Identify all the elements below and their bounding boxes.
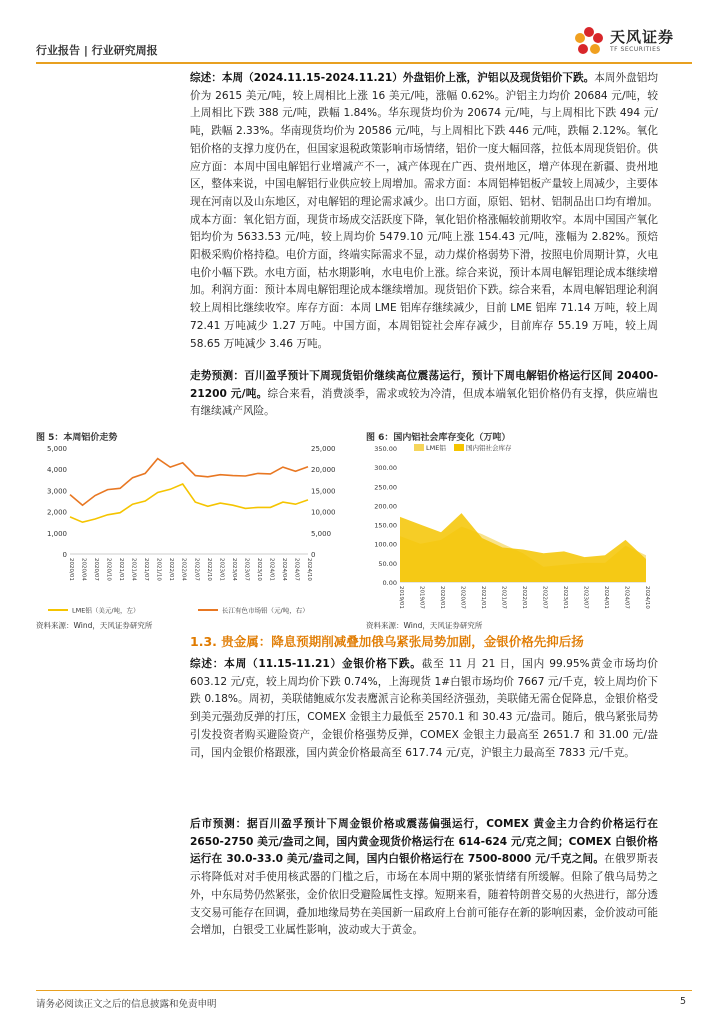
fig5-title: 图 5：本周铝价走势 xyxy=(36,433,118,443)
y-left-tick-label: 0 xyxy=(62,551,67,559)
legend-label-1: LME铝（美元/吨，左） xyxy=(72,606,140,615)
x-tick-label: 2022/07 xyxy=(193,558,200,581)
x-tick-label: 2024/07 xyxy=(623,586,630,609)
series-area-2 xyxy=(400,513,646,582)
y-tick-label: 300.00 xyxy=(374,464,397,473)
x-tick-label: 2021/10 xyxy=(155,558,162,581)
x-tick-label: 2020/10 xyxy=(105,558,112,581)
fig6-title: 图 6：国内铝社会库存变化（万吨） xyxy=(366,433,511,443)
y-right-tick-label: 25,000 xyxy=(311,445,336,453)
x-tick-label: 2020/07 xyxy=(459,586,466,609)
x-tick-label: 2021/07 xyxy=(500,586,507,609)
logo-subtext: TF SECURITIES xyxy=(610,46,661,53)
aluminum-trend-body: 综合来看，消费淡季，需求或较为冷清，但成本端氧化铝价格仍有支撑，供应端也有继续减产风险。 xyxy=(190,387,658,418)
x-tick-label: 2022/10 xyxy=(205,558,212,581)
aluminum-summary xyxy=(190,70,658,353)
aluminum-trend-label: 走势预测：百川盈孚预计下周现货铝价继续高位震荡运行，预计下周电解铝价格运行区间 20400-21200 元/吨。 xyxy=(190,370,658,400)
x-tick-label: 2020/01 xyxy=(68,558,74,581)
y-tick-label: 0.00 xyxy=(382,579,397,587)
x-tick-label: 2020/01 xyxy=(439,586,445,609)
x-tick-label: 2021/07 xyxy=(143,558,150,581)
precious-summary-body: 截至 11 月 21 日，国内 99.95%黄金市场均价 603.12 元/克，较上周均价下跌 0.74%，上海现货 1#白银市场均价 7667 元/千克，较上周均价下跌 0.18%。周初，美联储鲍威尔发表鹰派言论称美国经济强劲，美联储无需仓促降息，金银价格受到美元强劲反弹的打压，COMEX 金银主力最低至 2570.1 和 30.43 元/盎司。随后，俄乌紧张局势引发投资者购买避险资产，金银价格强势反弹，COMEX 金银主力最高至 2651.7 和 31.00 元/盎司，国内金银价格跟涨，国内黄金价格最高至 617.74 元/克，沪银主力最高至 7833 元/千克。 xyxy=(190,658,658,759)
x-tick-label: 2023/07 xyxy=(243,558,250,581)
y-right-tick-label: 0 xyxy=(311,551,316,559)
x-tick-label: 2019/07 xyxy=(418,586,425,609)
logo-text: 天风证券 xyxy=(610,28,675,46)
legend-swatch-2 xyxy=(454,444,464,451)
aluminum-summary-body: 本周外盘铝均价为 2615 美元/吨，较上周相比上涨 16 美元/吨，涨幅 0.62%。沪铝主力均价 20684 元/吨，较上周相比下跌 388 元/吨，跌幅 1.84%。华东现货均价为 20674 元/吨，与上周相比下跌 494 元/吨，跌幅 2.33%。华南现货均价为 20586 元/吨，与上周相比下跌 446 元/吨，跌幅 2.12%。氧化铝价格的支撑力度仍在，但国家退税政策影响市场情绪，铝价一度大幅回落，拉低本周现货铝价。供应方面：本周中国电解铝行业增减产不一，减产体现在广西、贵州地区，增产体现在新疆、贵州地区，整体来说，中国电解铝行业供应较上周增加。需求方面：本周铝棒铝板产量较上周减少，主要体现在河南以及山东地区，对电解铝的理论需求减少。出口方面，原铝、铝材、铝制品出口均有增加。成本方面：氧化铝方面，现货市场成交活跃度下降，氧化铝价格涨幅较前期收窄。本周中国国产氧化铝均价为 5633.53 元/吨，较上周均价 5479.10 元/吨上涨 154.43 元/吨，涨幅为 2.82%。预焙阳极采购价格持稳。电价方面，终端实际需求不显，动力煤价格弱势下滑，按照电价周期计算，火电电价小幅下跌。水电方面，枯水期影响，水电电价上涨。综合来说，预计本周电解铝理论成本继续增加。利润方面：预计本周电解铝理论成本继续增加。现货铝价下跌。综合来看，本周电解铝理论利润较上周相比继续收窄。库存方面：本周 LME 铝库存继续减少，目前 LME 铝库 71.14 万吨，较上周 72.41 万吨减少 1.27 万吨。中国方面，本周铝锭社会库存减少，目前库存 55.19 万吨，较上周 58.65 万吨减少 3.46 万吨。 xyxy=(190,72,658,350)
precious-summary xyxy=(190,656,658,762)
x-tick-label: 2023/01 xyxy=(562,586,568,609)
y-tick-label: 150.00 xyxy=(374,521,397,530)
aluminum-trend xyxy=(190,368,658,421)
y-tick-label: 200.00 xyxy=(374,502,397,511)
y-right-tick-label: 15,000 xyxy=(311,487,336,496)
fig5-chart xyxy=(36,442,354,617)
x-tick-label: 2024/10 xyxy=(306,558,312,581)
tf-securities-logo xyxy=(572,22,692,62)
y-tick-label: 50.00 xyxy=(378,559,397,568)
x-tick-label: 2020/04 xyxy=(80,558,87,581)
x-tick-label: 2021/04 xyxy=(130,558,137,581)
x-tick-label: 2020/07 xyxy=(93,558,100,581)
y-right-tick-label: 20,000 xyxy=(311,466,336,475)
x-tick-label: 2024/10 xyxy=(644,586,650,609)
legend-swatch-1 xyxy=(414,444,424,451)
y-left-tick-label: 4,000 xyxy=(46,466,67,475)
x-tick-label: 2024/01 xyxy=(268,558,275,581)
x-tick-label: 2021/01 xyxy=(118,558,125,581)
legend-label-1: LME铝 xyxy=(426,444,446,452)
x-tick-label: 2019/01 xyxy=(398,586,404,609)
precious-outlook-label: 后市预测：据百川盈孚预计下周金银价格或震荡偏强运行，COMEX 黄金主力合约价格运行在 2650-2750 美元/盎司之间，国内黄金现货价格运行在 614-624 元/克之间；COMEX 白银价格运行在 30.0-33.0 美元/盎司之间，国内白银价格运行在 7500-8000 元/千克之间。 xyxy=(190,818,658,866)
header-divider xyxy=(36,62,692,64)
x-tick-label: 2024/01 xyxy=(603,586,609,609)
logo-mark-icon xyxy=(572,24,606,58)
section-title-precious-metals: 1.3. 贵金属：降息预期削减叠加俄乌紧张局势加剧，金银价格先抑后扬 xyxy=(190,634,584,649)
fig5-source: 资料来源：Wind，天风证券研究所 xyxy=(36,621,153,630)
y-tick-label: 100.00 xyxy=(374,540,397,549)
y-left-tick-label: 3,000 xyxy=(46,487,67,496)
y-right-tick-label: 10,000 xyxy=(311,508,336,517)
precious-outlook xyxy=(190,816,658,940)
x-tick-label: 2022/01 xyxy=(168,558,175,581)
footer-disclaimer: 请务必阅读正文之后的信息披露和免责申明 xyxy=(36,999,217,1010)
y-left-tick-label: 1,000 xyxy=(46,529,67,538)
x-tick-label: 2022/01 xyxy=(521,586,527,609)
x-tick-label: 2022/04 xyxy=(180,558,187,581)
series-line-2 xyxy=(70,459,308,506)
y-left-tick-label: 5,000 xyxy=(46,445,67,453)
y-right-tick-label: 5,000 xyxy=(311,529,332,538)
precious-summary-label: 综述：本周（11.15-11.21）金银价格下跌。 xyxy=(190,658,422,670)
x-tick-label: 2023/07 xyxy=(582,586,589,609)
aluminum-summary-label: 综述：本周（2024.11.15-2024.11.21）外盘铝价上涨，沪铝以及现货铝价下跌。 xyxy=(190,72,595,84)
x-tick-label: 2024/07 xyxy=(293,558,300,581)
y-left-tick-label: 2,000 xyxy=(46,508,67,517)
legend-label-2: 长江有色市场铝（元/吨，右） xyxy=(222,606,309,615)
x-tick-label: 2023/01 xyxy=(218,558,225,581)
legend-label-2: 国内铝社会库存 xyxy=(466,444,512,452)
x-tick-label: 2023/04 xyxy=(230,558,237,581)
page-number: 5 xyxy=(680,996,687,1007)
precious-outlook-body: 在俄罗斯表示将降低对对手使用核武器的门槛之后，市场在本周中期的紧张情绪有所缓解。但除了俄乌局势之外，中东局势仍然紧张，金价依旧受避险属性支撑。短期来看，随着特朗普交易的火热进行，部分透支交易可能存在回调，叠加地缘局势在美国新一届政府上台前可能存在新的影响因素，金价波动可能会增加，白银受工业属性影响，波动或大于黄金。 xyxy=(190,853,658,937)
x-tick-label: 2024/04 xyxy=(280,558,287,581)
footer-divider xyxy=(36,990,692,991)
fig6-chart xyxy=(366,442,656,617)
x-tick-label: 2021/01 xyxy=(480,586,486,609)
x-tick-label: 2023/10 xyxy=(255,558,262,581)
report-type: 行业报告 | 行业研究周报 xyxy=(36,44,158,57)
fig6-source: 资料来源：Wind，天风证券研究所 xyxy=(366,621,483,630)
y-tick-label: 250.00 xyxy=(374,483,397,492)
y-tick-label: 350.00 xyxy=(374,445,397,453)
x-tick-label: 2022/07 xyxy=(541,586,548,609)
